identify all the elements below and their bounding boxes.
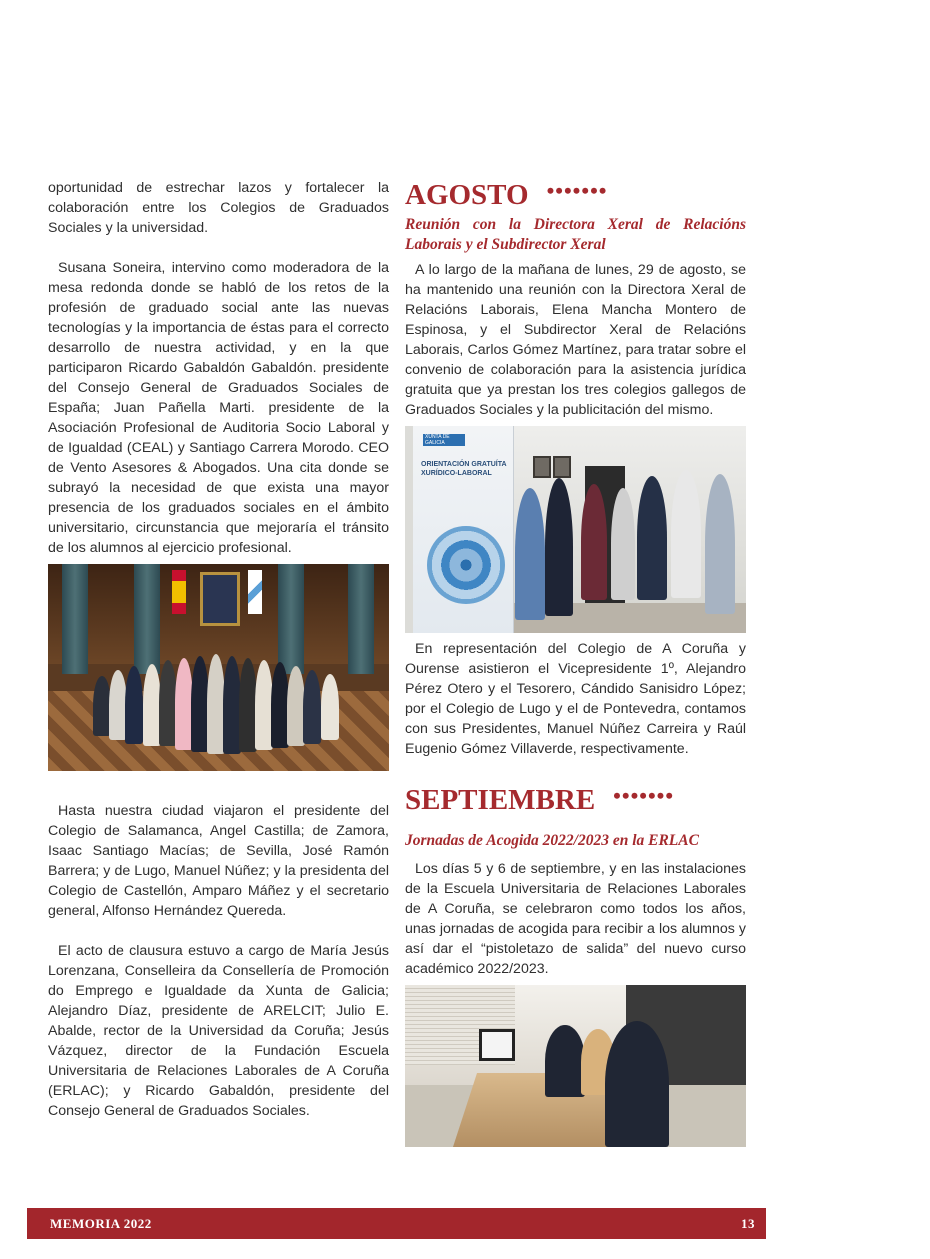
left-column [48, 178, 389, 1121]
xunta-logo: XUNTA DE GALICIA [423, 434, 465, 446]
promo-banner [413, 426, 514, 633]
month-heading-agosto [405, 178, 746, 212]
paragraph-visiting-presidents: Hasta nuestra ciudad viajaron el presidente del Colegio de Salamanca, Angel Castilla; de Zamora, Isaac Santiago Macías; de Sevilla, José Ramón Barrera; y de Lugo, Manuel Núñez; y la presidenta del Colegio de Castellón, Amparo Máñez y el secretario general, Alfonso Hernández Quereda. [48, 803, 389, 919]
paragraph-intro-continuation: oportunidad de estrechar lazos y fortalecer la colaboración entre los Colegios de Graduados Sociales y la universidad. [48, 180, 389, 236]
right-column [405, 178, 746, 1147]
meeting-group-photo [405, 426, 746, 633]
page-footer [27, 1208, 766, 1239]
dots-decoration: ••••••• [546, 178, 608, 203]
crowd [93, 646, 343, 754]
assembly-hall-group-photo [48, 564, 389, 771]
paragraph-round-table: Susana Soneira, intervino como moderadora de la mesa redonda donde se habló de los retos de la profesión de graduado social ante las nuevas tecnologías y la importancia de éstas para el correcto desarrollo de nuestra actividad, y en la que participaron Ricardo Gabaldón Gabaldón. presidente del Consejo General de Graduados Sociales de España; Juan Pañella Marti. presidente de la Asociación Profesional de Auditoria Socio Laboral y de Igualdad (CEAL) y Santiago Carrera Morodo. CEO de Vento Asesores & Abogados. Una cita donde se subrayó la necesidad de que exista una mayor presencia de los graduados sociales en el ámbito universitario, circunstancia que mejoraría el tránsito de los alumnos al ejercicio profesional. [48, 260, 389, 556]
month-title: AGOSTO [405, 179, 529, 211]
page-number: 13 [741, 1216, 755, 1231]
agosto-paragraph-meeting: A lo largo de la mañana de lunes, 29 de agosto, se ha mantenido una reunión con la Directora Xeral de Relacións Laborais, Elena Mancha Montero de Espinosa, y el Subdirector Xeral de Relacións Laborais, Carlos Gómez Martínez, para tratar sobre el convenio de colaboración para la asistencia jurídica gratuita que ya prestan los tres colegios gallegos de Graduados Sociales y la publicitación del mismo. [405, 262, 746, 418]
month-title: SEPTIEMBRE [405, 784, 596, 816]
septiembre-subheading: Jornadas de Acogida 2022/2023 en la ERLAC [405, 832, 699, 849]
banner-title: ORIENTACIÓN GRATUÍTA XURÍDICO-LABORAL [421, 461, 507, 477]
target-graphic [427, 526, 505, 604]
agosto-subheading: Reunión con la Directora Xeral de Relacións Laborais y el Subdirector Xeral [405, 216, 746, 253]
footer-label: MEMORIA 2022 [50, 1216, 152, 1231]
month-heading-septiembre [405, 783, 746, 817]
classroom-photo [405, 985, 746, 1147]
agosto-paragraph-representatives: En representación del Colegio de A Coruña y Ourense asistieron el Vicepresidente 1º, Alejandro Pérez Otero y el Tesorero, Cándido Sanisidro López; por el Colegio de Lugo y el de Pontevedra, contamos con sus Presidentes, Manuel Núñez Carreira y Raúl Eugenio Gómez Villaverde, respectivamente. [405, 641, 746, 757]
paragraph-closing-act: El acto de clausura estuvo a cargo de María Jesús Lorenzana, Conselleira da Consellería de Promoción do Emprego e Igualdade da Xunta de Galicia; Alejandro Díaz, presidente de ARELCIT; Julio E. Abalde, rector de la Universidad da Coruña; Jesús Vázquez, director de la Fundación Escuela Universitaria de Relaciones Laborales de A Coruña (ERLAC); y Ricardo Gabaldón, presidente del Consejo General de Graduados Sociales. [48, 943, 389, 1119]
septiembre-paragraph-welcome: Los días 5 y 6 de septiembre, y en las instalaciones de la Escuela Universitaria de Relaciones Laborales de A Coruña, se celebraron como todos los años, unas jornadas de acogida para recibir a los alumnos y así dar el “pistoletazo de salida” del nuevo curso académico 2022/2023. [405, 861, 746, 977]
dots-decoration: ••••••• [613, 783, 675, 808]
